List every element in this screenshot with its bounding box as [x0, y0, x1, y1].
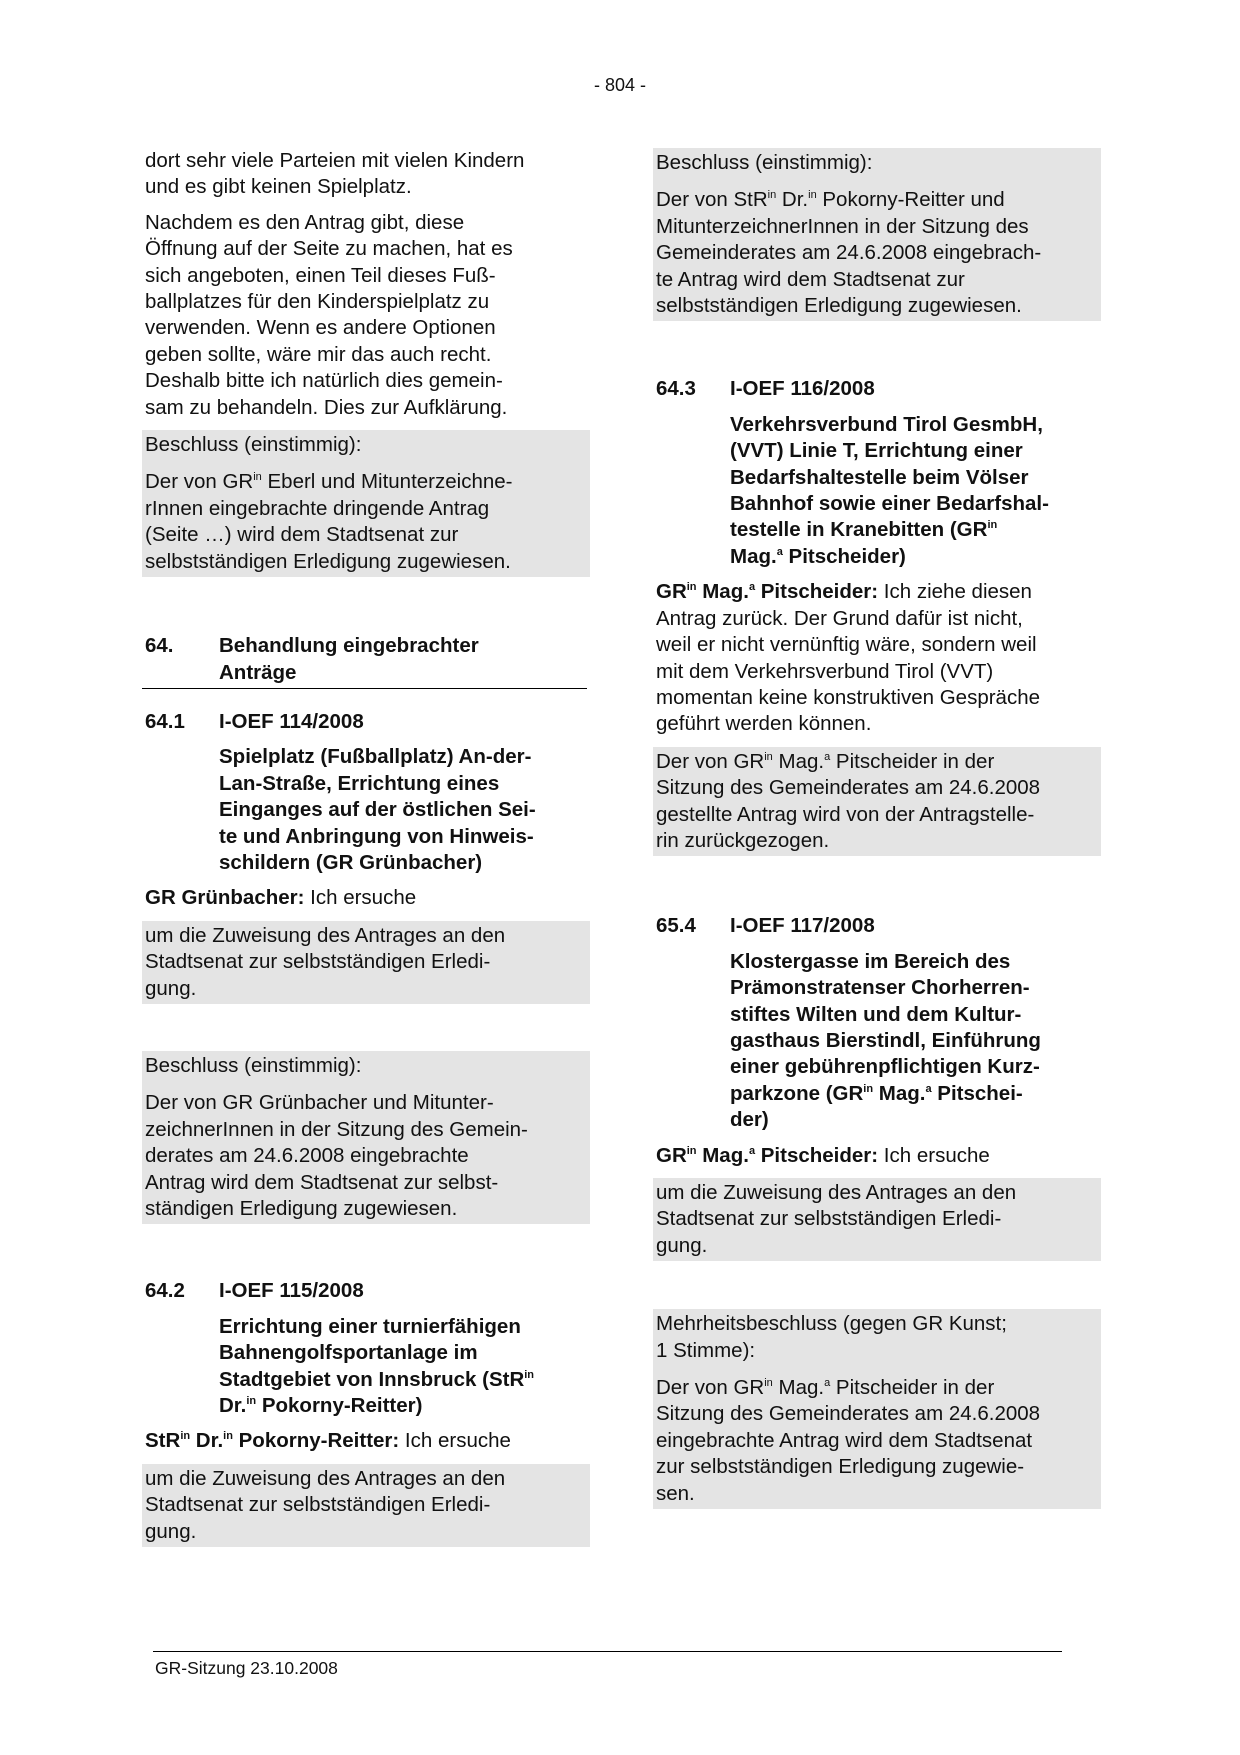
subsection-heading-65-4: 65.4 I-OEF 117/2008: [656, 914, 875, 938]
resolution-box: Mehrheitsbeschluss (gegen GR Kunst; 1 Stimme): Der von $GR^{in}$ Mag.$^a$ Pitscheider in der Sitzung des Gemeinderates am 24.6.2008 eingebrachte Antrag wird dem Stadtsenat zur selbstständigen Erledigung zugewie- sen.: [653, 1309, 1101, 1509]
withdrawal-box: Der von $GR^{in}$ Mag.$^a$ Pitscheider in der Sitzung des Gemeinderates am 24.6.2008 gestellte Antrag wird von der Antragstelle- rin zurückgezogen.: [653, 747, 1101, 857]
resolution-text: Der von $GR^{in}$ Eberl und Mitunterzeichne- rInnen eingebrachte dringende Antrag (Seite …) wird dem Stadtsenat zur selbstständigen Erledigung zugewiesen.: [145, 470, 513, 573]
subsection-title-64-3: Verkehrsverbund Tirol GesmbH, (VVT) Linie T, Errichtung einer Bedarfshaltestelle beim Völser Bahnhof sowie einer Bedarfshal- testelle in Kranebitten ($GR^{in}$ Mag.$^a$ Pitscheider): [730, 412, 1049, 568]
resolution-label: Beschluss (einstimmig):: [145, 433, 362, 457]
request-box: um die Zuweisung des Antrages an den Stadtsenat zur selbstständigen Erledi- gung.: [653, 1178, 1101, 1261]
subsection-heading-64-1: 64.1 I-OEF 114/2008: [145, 709, 364, 733]
left-column: [145, 148, 587, 1547]
subsection-title-64-1: Spielplatz (Fußballplatz) An-der- Lan-Straße, Errichtung eines Einganges auf der östlichen Sei- te und Anbringung von Hinweis- schildern (GR Grünbacher): [219, 745, 536, 874]
speaker-line: GR Grünbacher: Ich ersuche: [145, 886, 417, 910]
section-number: 64.: [145, 634, 174, 658]
section-title: Behandlung eingebrachter Anträge: [219, 634, 479, 684]
explanation-paragraph: Nachdem es den Antrag gibt, diese Öffnung auf der Seite zu machen, hat es sich angeboten, einen Teil dieses Fuß- ballplatzes für den Kinderspielplatz zu verwenden. Wenn es andere Optionen geben sollte, wäre mir das auch recht. Deshalb bitte ich natürlich dies gemein- sam zu behandeln. Dies zur Aufklärung.: [145, 210, 513, 419]
speaker-statement: $GR^{in}$ Mag.$^a$ Pitscheider: Ich ziehe diesen Antrag zurück. Der Grund dafür ist nicht, weil er nicht vernünftig wäre, sondern weil mit dem Verkehrsverbund Tirol (VVT) momentan keine konstruktiven Gespräche geführt werden können.: [656, 580, 1041, 736]
speaker-line: StR$^{in}$ Dr.$^{in}$ Pokorny-Reitter: Ich ersuche: [145, 1429, 511, 1453]
subsection-heading-64-2: 64.2 I-OEF 115/2008: [145, 1279, 364, 1303]
speaker-line: $GR^{in}$ Mag.$^a$ Pitscheider: Ich ersuche: [656, 1143, 990, 1167]
page-number: - 804 -: [593, 75, 647, 95]
subsection-heading-64-3: 64.3 I-OEF 116/2008: [656, 377, 875, 401]
resolution-box: Beschluss (einstimmig): Der von GR Grünbacher und Mitunter- zeichnerInnen in der Sitzung des Gemein- derates am 24.6.2008 eingebrachte Antrag wird dem Stadtsenat zur selbst- ständigen Erledigung zugewiesen.: [142, 1051, 590, 1224]
request-box: um die Zuweisung des Antrages an den Stadtsenat zur selbstständigen Erledi- gung.: [142, 921, 590, 1004]
footer-text: GR-Sitzung 23.10.2008: [155, 1658, 338, 1678]
resolution-box: [142, 430, 590, 577]
footer-divider: [153, 1651, 1062, 1652]
subsection-title-65-4: Klostergasse im Bereich des Prämonstratenser Chorherren- stiftes Wilten und dem Kultur- gasthaus Bierstindl, Einführung einer gebührenpflichtigen Kurz- parkzone ($GR^{in}$ Mag.$^a$ Pitschei- der): [730, 949, 1041, 1132]
resolution-box: Beschluss (einstimmig): Der von StR$^{in}$ Dr.$^{in}$ Pokorny-Reitter und MitunterzeichnerInnen in der Sitzung des Gemeinderates am 24.6.2008 eingebrach- te Antrag wird dem Stadtsenat zur selbstständigen Erledigung zugewiesen.: [653, 148, 1101, 321]
request-box: um die Zuweisung des Antrages an den Stadtsenat zur selbstständigen Erledi- gung.: [142, 1464, 590, 1547]
subsection-title-64-2: Errichtung einer turnierfähigen Bahnengolfsportanlage im Stadtgebiet von Innsbruck (StR$^{in}$ Dr.$^{in}$ Pokorny-Reitter): [219, 1314, 535, 1418]
section-heading-64: [142, 633, 587, 689]
right-column: [656, 148, 1098, 1509]
intro-paragraph: dort sehr viele Parteien mit vielen Kindern und es gibt keinen Spielplatz.: [145, 149, 525, 199]
